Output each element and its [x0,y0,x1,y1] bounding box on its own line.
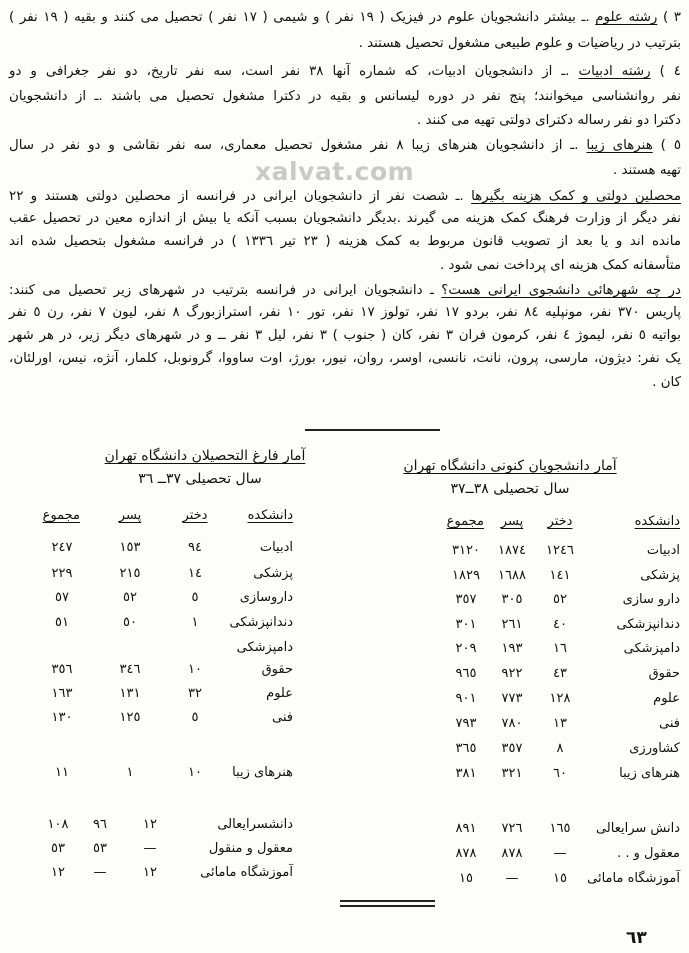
text-line [9,350,681,368]
table-cell-value: ٢٦١ [501,617,523,632]
table-row-label: حقوق [261,662,293,677]
table-cell-value: ٩٢٢ [501,666,523,681]
table-cell-value: — [93,865,107,880]
text-segment: ٤ ) [650,64,681,79]
table-row-label: ادبیات [646,543,680,558]
table-cell-value: ٣٤٦ [119,662,141,677]
table-cell-value: ١٣٠ [51,710,73,725]
table-cell-value: ٧٩٣ [455,716,477,731]
table-cell-value: ٩٦ [93,817,107,832]
column-header: مجموع [446,514,484,529]
text-line [9,327,681,345]
text-line [9,257,681,275]
table-row-label: آموزشگاه مامائی [200,865,293,880]
text-line [9,304,681,322]
table-cell-value: ٣١٢٠ [452,543,480,558]
table-cell-value: — [143,841,157,856]
table-cell-value: ١٢ [143,817,157,832]
table-cell-value: ٥٠ [123,615,137,630]
text-line [9,137,681,155]
table-cell-value: ١٢٤٦ [546,543,574,558]
text-line [9,282,681,300]
table-row-label: فنی [659,716,680,731]
column-header: دختر [182,508,208,523]
table-row-label: ادبیات [259,540,293,555]
table-cell-value: ٤٣ [553,666,567,681]
text-segment: بترتیب در ریاضیات و علوم طبیعی مشغول تحصیل هستند . [358,36,681,51]
table-cell-value: ٧٨٠ [501,716,523,731]
table-cell-value: ١٠ [188,662,202,677]
column-header: پسر [500,514,524,529]
table-cell-value: ٨٧٨ [455,846,477,861]
text-line [9,35,681,53]
table-cell-value: ٣٥٧ [455,592,477,607]
table-cell-value: ٦٠ [553,766,567,781]
table-row-label: علوم [266,686,293,701]
table-cell-value: ١١ [55,765,69,780]
text-line [9,112,681,130]
table-cell-value: ١ [126,765,134,780]
table-cell-value: ٥٣ [93,841,107,856]
table-cell-value: ٣٦٥ [455,741,477,756]
column-header: پسر [118,508,142,523]
table-cell-value: ١٥ [553,871,567,886]
table-cell-value: ١ [191,615,199,630]
table-row-label: آموزشگاه مامائی [587,871,680,886]
text-segment: ـ دانشجویان ایرانی در فرانسه بترتیب در شهرهای زیر تحصیل می کنند: [9,283,442,298]
text-segment: نفر دیگر از وزارت فرهنگ کمک هزینه می گیرند .بدیگر دانشجویان بسبب آنکه یا بیش از اندازه معین در تحصیل عقب [9,211,681,226]
text-segment: ٣ ) [657,10,681,25]
table-row-label: پزشکی [253,566,293,581]
table-cell-value: ٧٧٣ [501,691,523,706]
table-cell-value: ١٩٣ [501,641,523,656]
table-cell-value: ١٦٨٨ [498,568,526,583]
table-cell-value: — [553,846,567,861]
table-cell-value: ٨ [556,741,564,756]
table-cell-value: ٥٢ [123,590,137,605]
text-segment: کان . [652,375,681,390]
table-cell-value: ١٦ [553,641,567,656]
text-segment: بواتیه ٥ نفر، لیموژ ٤ نفر، کرمون فران ٣ نفر، کان ( جنوب ) ٣ نفر، لیل ٣ نفر ــ و در شهرهای دیگر زیر، در هر شهر [9,328,681,343]
table-cell-value: ٢٤٧ [51,540,73,555]
section-heading: رشته ادبیات [578,64,651,79]
table-row-label: حقوق [648,666,680,681]
table-cell-value: ٣٢ [188,686,202,701]
table-cell-value: ١٦٥ [549,821,571,836]
end-rule-top [340,900,435,902]
column-header: دانشکده [247,508,293,523]
text-segment: یک نفر: دیژون، مارسی، پرون، نانت، نانسی، اوسر، روان، نیور، بورژ، اوت ساووا، گرونوبل، کلمار، آنژه، نیس، اورلئان، [9,351,681,366]
table-cell-value: ١٢٨ [549,691,571,706]
table-cell-value: ٣٥٧ [501,741,523,756]
section-heading: رشته علوم [595,10,658,25]
table-cell-value: ١٥٣ [119,540,141,555]
text-line [9,233,681,251]
column-header: دختر [547,514,573,529]
text-segment: .ـ بیشتر دانشجویان علوم در فیزیک ( ١٩ نفر ) و شیمی ( ١٧ نفر ) تحصیل می کنند و بقیه ( ١٩ نفر ) [9,10,596,25]
table-cell-value: ٨٩١ [455,821,477,836]
end-rule-bottom [340,905,435,907]
text-line [9,9,681,27]
table-row-label: هنرهای زیبا [619,766,680,781]
table-row-label: دامپزشکی [623,641,680,656]
table-cell-value: ٥٣ [51,841,65,856]
table-cell-value: ٢٢٩ [51,566,73,581]
text-line [9,63,681,81]
table-cell-value: ٥ [191,590,199,605]
table-cell-value: ٣٠٥ [501,592,523,607]
graduates-table-subtitle: سال تحصیلی ٣٧ــ ٣٦ [138,471,262,487]
text-segment: مانده اند و یا بعد از تصویب قانون مربوط به کمک هزینه ( ٢٣ تیر ١٣٣٦ ) در فرانسه مشغول بتحصیل شده اند [9,234,682,249]
text-segment: پاریس ٣٧٠ نفر، مونپلیه ٨٤ نفر، بردو ١٧ نفر، تولوز ١٧ نفر، تور ١٠ نفر، استرازبورگ ٨ نفر، لیون ٧ نفر، رن ٥ نفر [9,305,681,320]
table-row-label: داروسازی [239,590,293,605]
table-row-label: دانش سرایعالی [595,821,680,836]
text-segment: .ـ از دانشجویان ادبیات، که شماره آنها ٣٨ نفر است، سه نفر تاریخ، دو نفر جغرافی و دو [9,64,579,79]
table-cell-value: ١٣١ [119,686,141,701]
section-heading: محصلین دولتی و کمک هزینه بگیرها [471,189,681,204]
text-line [9,374,681,392]
table-row-label: فنی [272,710,293,725]
text-segment: تهیه هستند . [612,163,681,178]
table-cell-value: ٨٧٨ [501,846,523,861]
table-row-label: دانشسرایعالی [217,817,293,832]
table-cell-value: ٧٢٦ [501,821,523,836]
table-cell-value: ٣٥٦ [51,662,73,677]
table-cell-value: ٣٠١ [455,617,477,632]
table-cell-value: ٤٠ [553,617,567,632]
table-cell-value: ١٢ [51,865,65,880]
current-table-title: آمار دانشجویان کنونی دانشگاه تهران [403,458,617,474]
table-row-label: دارو سازی [622,592,680,607]
table-cell-value: ٩٦٥ [455,666,477,681]
table-cell-value: — [505,871,519,886]
graduates-table-title: آمار فارغ التحصیلان دانشگاه تهران [104,448,306,464]
table-row-label: دندانپزشکی [616,617,680,632]
section-heading: هنرهای زیبا [586,138,653,153]
table-cell-value: ٢٠٩ [455,641,477,656]
text-line [9,188,681,206]
table-cell-value: ١٦٣ [51,686,73,701]
table-row-label: هنرهای زیبا [232,765,293,780]
table-cell-value: ١٤١ [549,568,571,583]
table-cell-value: ٩٠١ [455,691,477,706]
table-cell-value: ١٣ [553,716,567,731]
table-row-label: کشاورزی [629,741,680,756]
table-row-label: پزشکی [640,568,680,583]
section-heading: در چه شهرهائی دانشجوی ایرانی هست؟ [441,283,681,298]
current-table-subtitle: سال تحصیلی ٣٨ــ٣٧ [450,481,570,497]
table-row-label: دامپزشکی [236,640,293,655]
table-cell-value: ١٢ [143,865,157,880]
table-row-label: دندانپزشکی [229,615,293,630]
page-number: ٦٣ [626,928,647,948]
table-cell-value: ٥ [191,710,199,725]
table-row-label: معقول و منقول [208,841,293,856]
table-cell-value: ١٤ [188,566,202,581]
table-cell-value: ٣٢١ [501,766,523,781]
table-cell-value: ٢١٥ [119,566,141,581]
column-header: دانشکده [634,514,680,529]
table-cell-value: ١٠ [188,765,202,780]
table-cell-value: ٩٤ [188,540,202,555]
table-cell-value: ١٨٧٤ [498,543,526,558]
watermark: xalvat.com [255,157,415,186]
text-segment: نفر روانشناسی میخوانند؛ پنج نفر در دوره لیسانس و بقیه در دکترا مشغول تحصیل می باشند .ـ از دانشجویان [9,89,681,104]
table-cell-value: ٥٧ [55,590,69,605]
table-cell-value: ٥١ [55,615,69,630]
table-cell-value: ١٥ [459,871,473,886]
table-row-label: معقول و . . [617,846,680,861]
text-segment: .ـ شصت نفر از دانشجویان ایرانی در فرانسه از محصلین دولتی هستند و ٢٢ [9,189,472,204]
table-cell-value: ٣٨١ [455,766,477,781]
text-segment: .ـ از دانشجویان هنرهای زیبا ٨ نفر مشغول تحصیل معماری، سه نفر نقاشی و دو نفر در سال [9,138,587,153]
text-segment: دکترا دو نفر رساله دکترای دولتی تهیه می کنند . [416,113,681,128]
text-segment: ٥ ) [652,138,682,153]
text-line [9,88,681,106]
text-line [9,210,681,228]
table-cell-value: ١٢٥ [119,710,141,725]
table-cell-value: ١٨٢٩ [452,568,480,583]
text-segment: متأسفانه کمک هزینه ای پرداخت نمی شود . [440,258,681,273]
table-row-label: علوم [653,691,680,706]
section-divider [305,429,440,431]
column-header: مجموع [42,508,80,523]
table-cell-value: ٥٢ [553,592,567,607]
table-cell-value: ١٠٨ [47,817,69,832]
